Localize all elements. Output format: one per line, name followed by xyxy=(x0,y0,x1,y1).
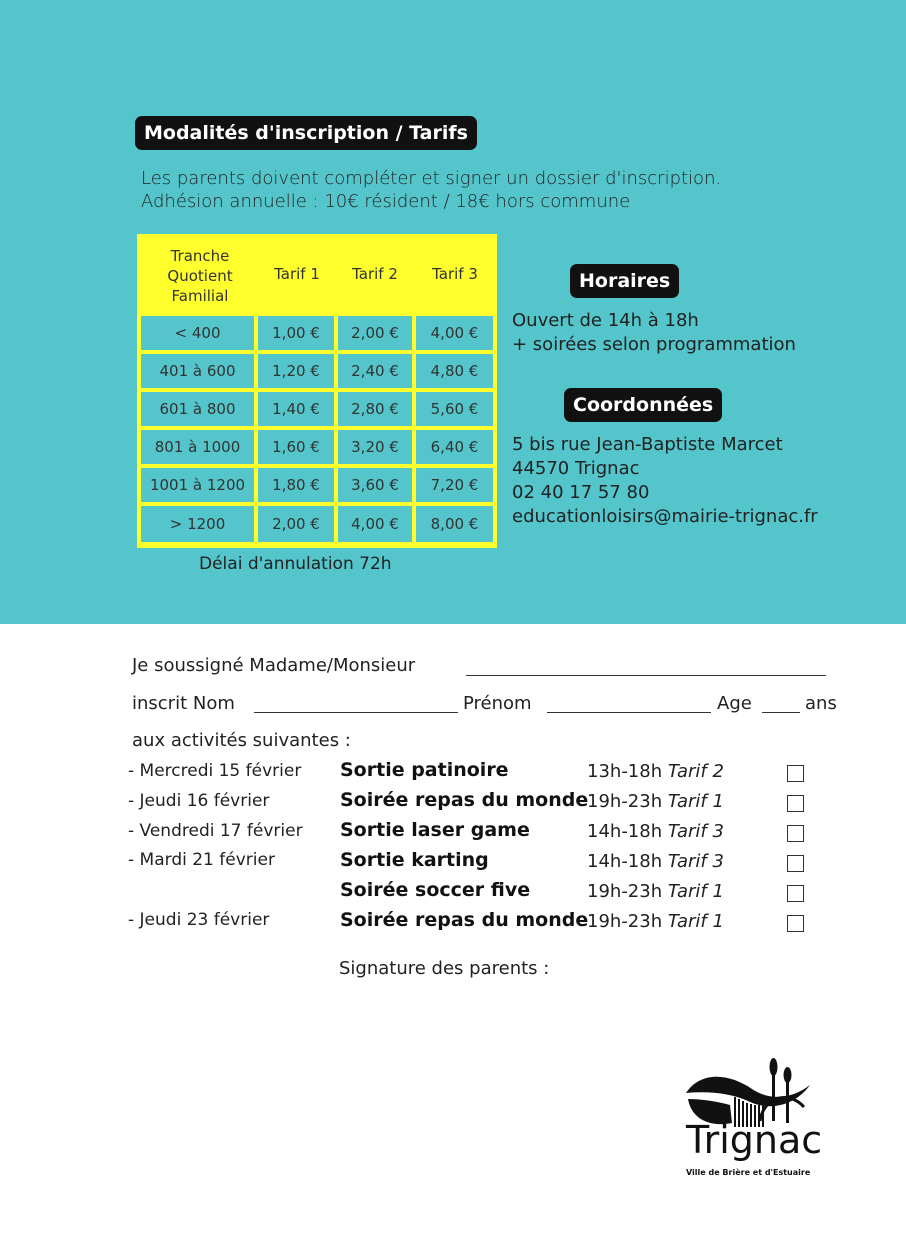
cell-tarif-1: 1,40 € xyxy=(258,392,334,426)
activity-checkbox[interactable] xyxy=(787,795,804,812)
cell-tarif-1: 1,20 € xyxy=(258,354,334,388)
activity-checkbox[interactable] xyxy=(787,885,804,902)
header-tarif-1: Tarif 1 xyxy=(274,265,320,283)
cell-tranche: < 400 xyxy=(141,316,254,350)
activity-date: - Jeudi 16 février xyxy=(128,791,270,811)
horaires-badge: Horaires xyxy=(570,264,679,298)
horaires-line-1: Ouvert de 14h à 18h xyxy=(512,310,699,331)
tarif-table xyxy=(137,234,497,548)
prenom-label: Prénom xyxy=(463,693,532,714)
activity-tarif: Tarif 3 xyxy=(667,821,724,842)
address-line-1: 5 bis rue Jean-Baptiste Marcet xyxy=(512,434,783,455)
coordonnees-text xyxy=(512,433,818,529)
activity-time: 19h-23h Tarif 1 xyxy=(587,791,724,812)
cell-tarif-2: 3,60 € xyxy=(338,468,412,502)
activity-checkbox[interactable] xyxy=(787,825,804,842)
activity-name: Soirée repas du monde xyxy=(340,789,589,811)
signature-label: Signature des parents : xyxy=(339,958,550,979)
age-field[interactable] xyxy=(762,712,800,713)
nom-parent-field[interactable] xyxy=(466,675,826,676)
cell-tranche: > 1200 xyxy=(141,506,254,542)
cell-tarif-1: 1,80 € xyxy=(258,468,334,502)
activity-name: Sortie patinoire xyxy=(340,759,509,781)
intro-line-1: Les parents doivent compléter et signer un dossier d'inscription. xyxy=(141,168,722,189)
activity-date: - Mercredi 15 février xyxy=(128,761,302,781)
activity-checkbox[interactable] xyxy=(787,855,804,872)
coordonnees-badge: Coordonnées xyxy=(564,388,722,422)
cell-tarif-1: 2,00 € xyxy=(258,506,334,542)
activity-tarif: Tarif 1 xyxy=(667,791,724,812)
ans-label: ans xyxy=(805,693,837,714)
nom-field[interactable] xyxy=(254,712,458,713)
cell-tarif-3: 7,20 € xyxy=(416,468,493,502)
cell-tarif-1: 1,60 € xyxy=(258,430,334,464)
age-label: Age xyxy=(717,693,752,714)
activity-tarif: Tarif 1 xyxy=(667,881,724,902)
delai-annulation: Délai d'annulation 72h xyxy=(199,554,392,574)
cell-tranche: 801 à 1000 xyxy=(141,430,254,464)
activity-checkbox[interactable] xyxy=(787,765,804,782)
activity-name: Soirée soccer five xyxy=(340,879,531,901)
cell-tarif-3: 6,40 € xyxy=(416,430,493,464)
activity-name: Sortie laser game xyxy=(340,819,530,841)
activity-name: Soirée repas du monde xyxy=(340,909,589,931)
inscrit-nom-label: inscrit Nom xyxy=(132,693,235,714)
activity-tarif: Tarif 1 xyxy=(667,911,724,932)
intro-line-2: Adhésion annuelle : 10€ résident / 18€ hors commune xyxy=(141,191,631,212)
logo-name: Trignac xyxy=(686,1118,823,1162)
logo-subtitle: Ville de Brière et d'Estuaire xyxy=(686,1168,811,1177)
activity-time: 19h-23h Tarif 1 xyxy=(587,881,724,902)
cell-tranche: 1001 à 1200 xyxy=(141,468,254,502)
cell-tarif-3: 8,00 € xyxy=(416,506,493,542)
cell-tarif-2: 3,20 € xyxy=(338,430,412,464)
activity-time: 14h-18h Tarif 3 xyxy=(587,851,724,872)
cell-tarif-2: 4,00 € xyxy=(338,506,412,542)
activity-date: - Jeudi 23 février xyxy=(128,910,270,930)
modalites-badge: Modalités d'inscription / Tarifs xyxy=(135,116,477,150)
phone-number: 02 40 17 57 80 xyxy=(512,482,650,503)
horaires-line-2: + soirées selon programmation xyxy=(512,334,796,355)
activity-date: - Vendredi 17 février xyxy=(128,821,303,841)
cell-tarif-3: 4,80 € xyxy=(416,354,493,388)
prenom-field[interactable] xyxy=(547,712,711,713)
header-tarif-3: Tarif 3 xyxy=(432,265,478,283)
activity-tarif: Tarif 2 xyxy=(667,761,724,782)
cell-tarif-3: 4,00 € xyxy=(416,316,493,350)
email-address: educationloisirs@mairie-trignac.fr xyxy=(512,506,818,527)
activity-date: - Mardi 21 février xyxy=(128,850,275,870)
cell-tarif-2: 2,40 € xyxy=(338,354,412,388)
activity-time: 19h-23h Tarif 1 xyxy=(587,911,724,932)
activity-time: 13h-18h Tarif 2 xyxy=(587,761,724,782)
header-tarif-2: Tarif 2 xyxy=(352,265,398,283)
soussigne-label: Je soussigné Madame/Monsieur xyxy=(132,655,416,676)
cell-tranche: 601 à 800 xyxy=(141,392,254,426)
cell-tranche: 401 à 600 xyxy=(141,354,254,388)
header-tranche: Tranche Quotient Familial xyxy=(167,247,233,305)
address-line-2: 44570 Trignac xyxy=(512,458,640,479)
horaires-text xyxy=(512,309,796,357)
intro-text xyxy=(141,167,721,213)
activity-checkbox[interactable] xyxy=(787,915,804,932)
activity-tarif: Tarif 3 xyxy=(667,851,724,872)
activites-label: aux activités suivantes : xyxy=(132,730,351,751)
activity-name: Sortie karting xyxy=(340,849,489,871)
cell-tarif-3: 5,60 € xyxy=(416,392,493,426)
cell-tarif-1: 1,00 € xyxy=(258,316,334,350)
cell-tarif-2: 2,00 € xyxy=(338,316,412,350)
cell-tarif-2: 2,80 € xyxy=(338,392,412,426)
activity-time: 14h-18h Tarif 3 xyxy=(587,821,724,842)
